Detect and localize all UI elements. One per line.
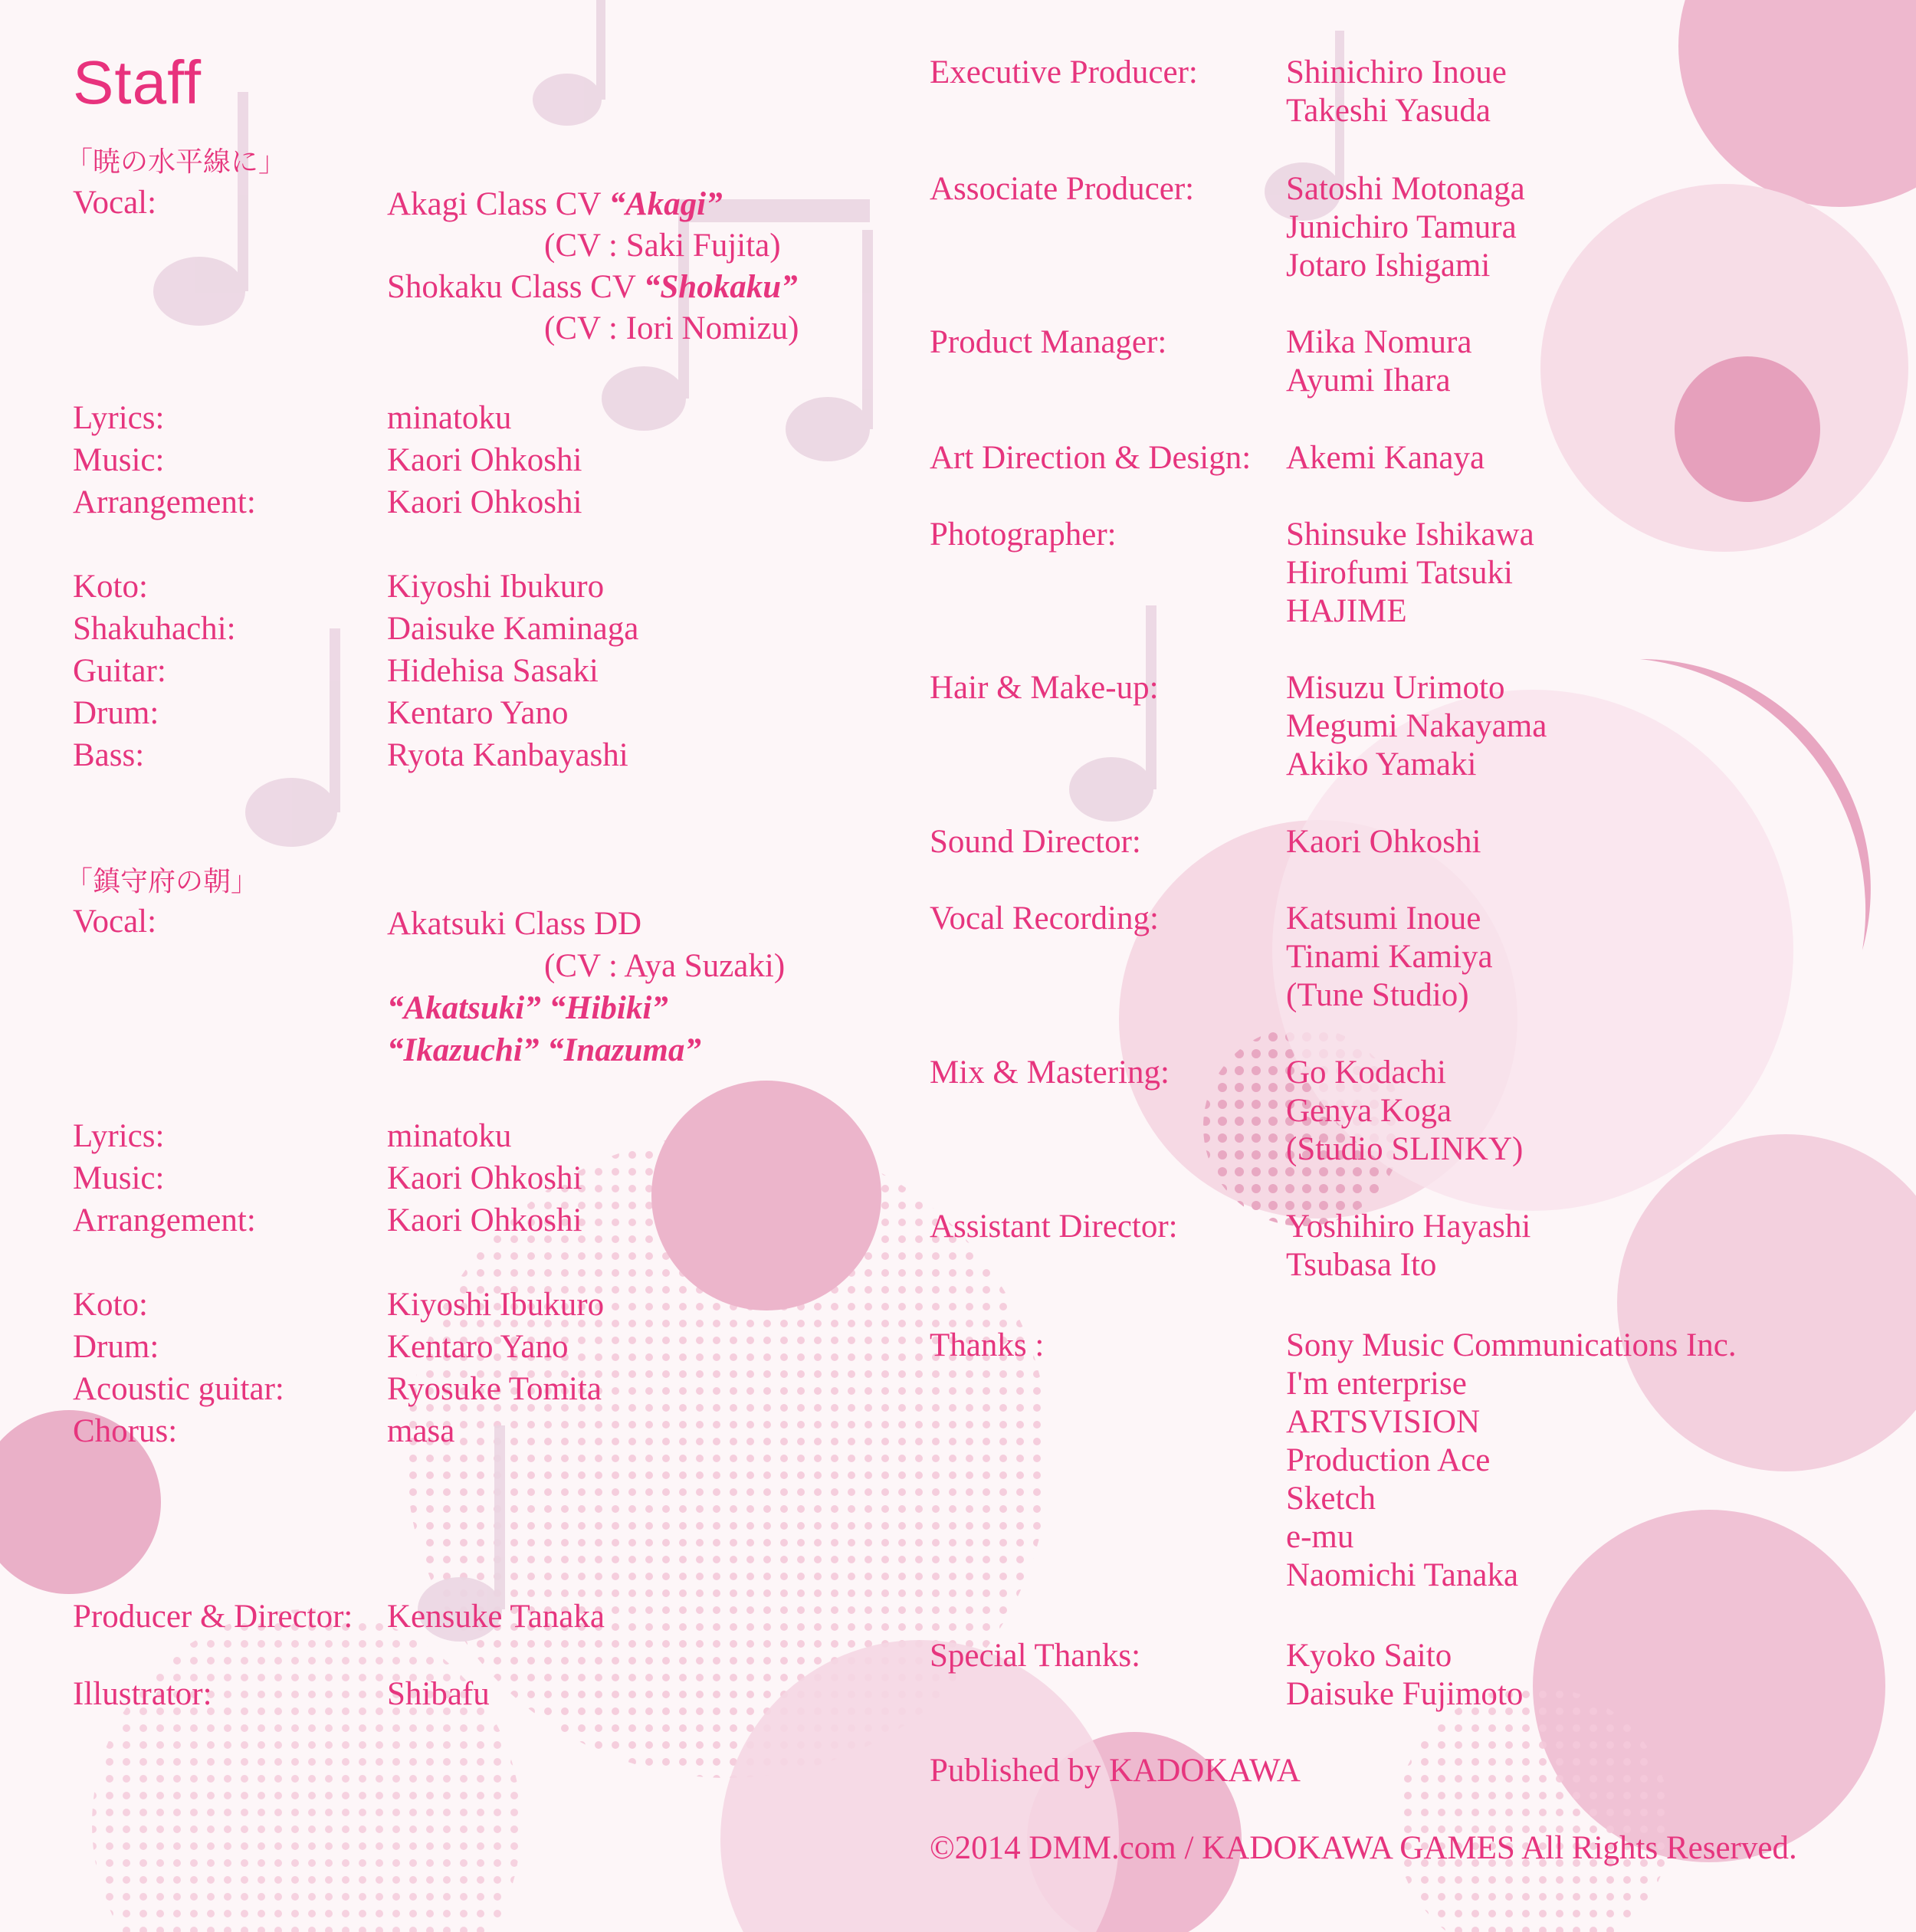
credit-value: Jotaro Ishigami bbox=[1286, 248, 1491, 284]
credit-value: Kensuke Tanaka bbox=[387, 1599, 605, 1635]
credit-value: Kaori Ohkoshi bbox=[387, 484, 582, 520]
credit-value: Kiyoshi Ibukuro bbox=[387, 569, 605, 605]
credit-label: Vocal Recording: bbox=[930, 900, 1159, 936]
credit-label: Photographer: bbox=[930, 517, 1117, 553]
credit-label: Shakuhachi: bbox=[73, 611, 236, 647]
credit-value: Satoshi Motonaga bbox=[1286, 171, 1525, 207]
credit-label: Thanks : bbox=[930, 1327, 1045, 1363]
credit-value: Ryosuke Tomita bbox=[387, 1371, 602, 1407]
credit-value: Kyoko Saito bbox=[1286, 1638, 1452, 1674]
credit-label: Arrangement: bbox=[73, 484, 256, 520]
page-title: Staff bbox=[73, 48, 202, 116]
song1-title: 「暁の水平線に」 bbox=[65, 146, 287, 178]
song2-vocal-line4: “Ikazuchi” “Inazuma” bbox=[387, 1032, 701, 1068]
credit-label: Sound Director: bbox=[930, 824, 1141, 860]
copyright-line: ©2014 DMM.com / KADOKAWA GAMES All Rights Reserved. bbox=[930, 1830, 1797, 1866]
credit-label: Acoustic guitar: bbox=[73, 1371, 284, 1407]
credit-value: Daisuke Fujimoto bbox=[1286, 1676, 1524, 1712]
credit-value: Junichiro Tamura bbox=[1286, 209, 1517, 245]
credit-value: Akemi Kanaya bbox=[1286, 440, 1485, 476]
credit-value: (Studio SLINKY) bbox=[1286, 1131, 1524, 1167]
song1-vocal-line1 bbox=[387, 184, 799, 225]
credit-value: Misuzu Urimoto bbox=[1286, 670, 1505, 706]
credit-value: Katsumi Inoue bbox=[1286, 900, 1481, 936]
credit-value: minatoku bbox=[387, 1118, 512, 1154]
credit-label: Product Manager: bbox=[930, 324, 1167, 360]
credit-label: Koto: bbox=[73, 569, 148, 605]
credit-value: Naomichi Tanaka bbox=[1286, 1557, 1519, 1593]
credit-value: Sketch bbox=[1286, 1481, 1376, 1517]
credit-label: Associate Producer: bbox=[930, 171, 1195, 207]
credit-value: e-mu bbox=[1286, 1519, 1354, 1555]
credit-value: Tinami Kamiya bbox=[1286, 939, 1493, 975]
credit-value: (Tune Studio) bbox=[1286, 977, 1469, 1013]
song1-vocal-line1-pre: Akagi Class CV bbox=[387, 186, 609, 222]
credit-value: Shinichiro Inoue bbox=[1286, 54, 1507, 90]
credit-label: Drum: bbox=[73, 1329, 159, 1365]
credit-label: Producer & Director: bbox=[73, 1599, 353, 1635]
credit-label: Lyrics: bbox=[73, 400, 165, 436]
credit-value: Shinsuke Ishikawa bbox=[1286, 517, 1534, 553]
song2-vocal-label: Vocal: bbox=[73, 904, 157, 940]
credit-value: Tsubasa Ito bbox=[1286, 1247, 1437, 1283]
credit-label: Music: bbox=[73, 442, 165, 478]
credit-value: Kaori Ohkoshi bbox=[1286, 824, 1481, 860]
credit-value: Akiko Yamaki bbox=[1286, 746, 1477, 782]
song1-vocal-line3-name: “Shokaku” bbox=[643, 269, 798, 305]
credit-value: masa bbox=[387, 1413, 455, 1449]
song2-vocal-line1: Akatsuki Class DD bbox=[387, 906, 642, 942]
credit-value: Ayumi Ihara bbox=[1286, 362, 1451, 399]
credit-label: Illustrator: bbox=[73, 1676, 212, 1712]
song1-vocal-label: Vocal: bbox=[73, 185, 157, 221]
credit-label: Music: bbox=[73, 1160, 165, 1196]
credit-value: Kaori Ohkoshi bbox=[387, 1202, 582, 1238]
credit-value: Kentaro Yano bbox=[387, 1329, 569, 1365]
credit-label: Guitar: bbox=[73, 653, 166, 689]
credit-label: Drum: bbox=[73, 695, 159, 731]
credit-value: Hirofumi Tatsuki bbox=[1286, 555, 1513, 591]
song1-vocal-line3 bbox=[387, 267, 799, 308]
credit-label: Art Direction & Design: bbox=[930, 440, 1252, 476]
credit-value: Mika Nomura bbox=[1286, 324, 1472, 360]
credit-value: Go Kodachi bbox=[1286, 1055, 1446, 1091]
credit-label: Assistant Director: bbox=[930, 1209, 1178, 1245]
song2-vocal-line2: (CV : Aya Suzaki) bbox=[544, 948, 786, 984]
credit-value: Kentaro Yano bbox=[387, 695, 569, 731]
credit-label: Hair & Make-up: bbox=[930, 670, 1159, 706]
credit-label: Mix & Mastering: bbox=[930, 1055, 1170, 1091]
song2-title: 「鎮守府の朝」 bbox=[65, 866, 259, 897]
credit-label: Bass: bbox=[73, 737, 145, 773]
credit-label: Special Thanks: bbox=[930, 1638, 1141, 1674]
credit-label: Lyrics: bbox=[73, 1118, 165, 1154]
publisher-line: Published by KADOKAWA bbox=[930, 1753, 1301, 1789]
song2-vocal-line3: “Akatsuki” “Hibiki” bbox=[387, 990, 668, 1026]
song1-vocal-line3-pre: Shokaku Class CV bbox=[387, 269, 644, 305]
song1-vocal-line2: (CV : Saki Fujita) bbox=[544, 228, 781, 264]
credit-value: HAJIME bbox=[1286, 593, 1407, 629]
credit-value: Ryota Kanbayashi bbox=[387, 737, 628, 773]
credit-value: Sony Music Communications Inc. bbox=[1286, 1327, 1737, 1363]
credit-value: Production Ace bbox=[1286, 1442, 1491, 1478]
credit-value: Kaori Ohkoshi bbox=[387, 1160, 582, 1196]
credit-value: minatoku bbox=[387, 400, 512, 436]
credit-value: Takeshi Yasuda bbox=[1286, 93, 1491, 129]
credit-label: Chorus: bbox=[73, 1413, 178, 1449]
credit-label: Arrangement: bbox=[73, 1202, 256, 1238]
credit-label: Koto: bbox=[73, 1287, 148, 1323]
credit-value: Daisuke Kaminaga bbox=[387, 611, 639, 647]
credit-value: Kiyoshi Ibukuro bbox=[387, 1287, 605, 1323]
credit-value: ARTSVISION bbox=[1286, 1404, 1481, 1440]
credit-value: Kaori Ohkoshi bbox=[387, 442, 582, 478]
credit-value: Yoshihiro Hayashi bbox=[1286, 1209, 1531, 1245]
song1-vocal-line1-name: “Akagi” bbox=[609, 186, 723, 222]
credit-value: Genya Koga bbox=[1286, 1093, 1452, 1129]
credit-value: Shibafu bbox=[387, 1676, 490, 1712]
credit-value: Hidehisa Sasaki bbox=[387, 653, 599, 689]
song1-vocal-line4: (CV : Iori Nomizu) bbox=[544, 310, 799, 346]
credit-label: Executive Producer: bbox=[930, 54, 1198, 90]
credit-value: Megumi Nakayama bbox=[1286, 708, 1547, 744]
credit-value: I'm enterprise bbox=[1286, 1366, 1467, 1402]
